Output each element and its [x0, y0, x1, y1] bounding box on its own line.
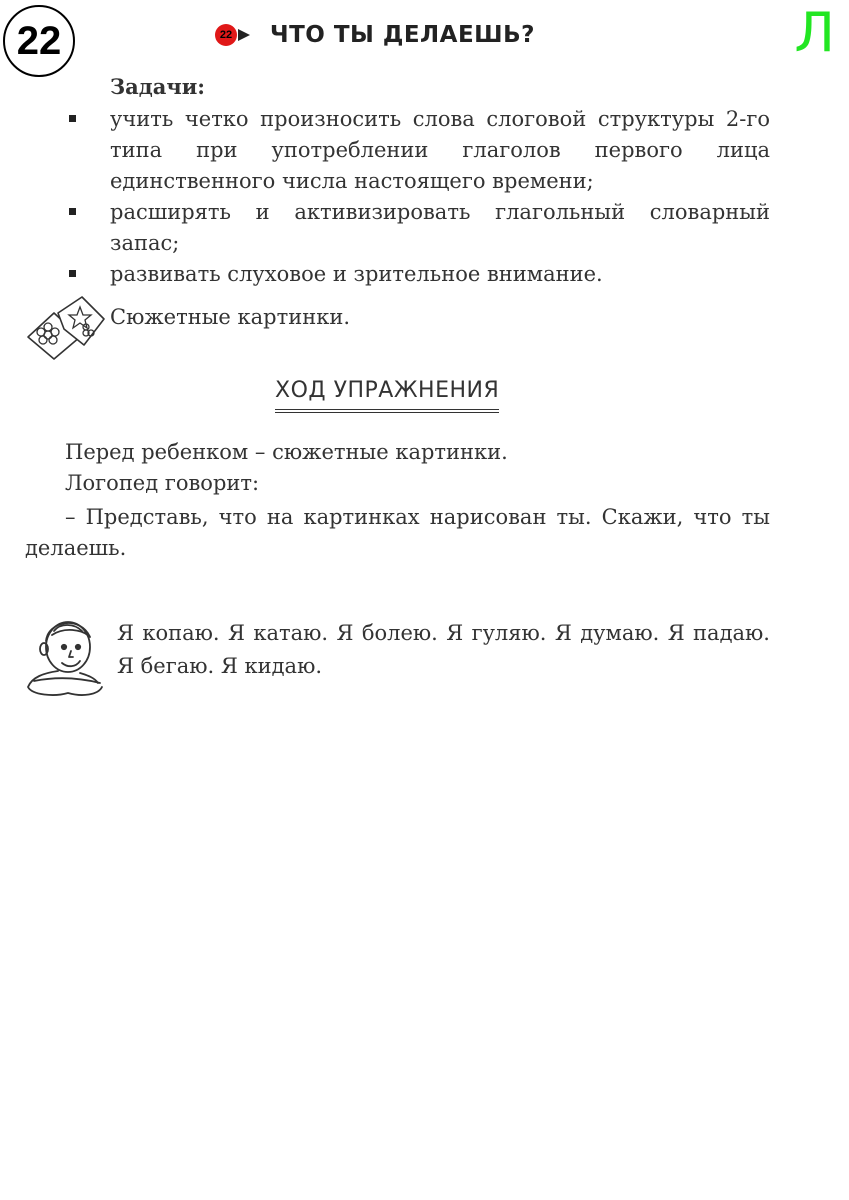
tasks-title: Задачи: — [110, 74, 206, 99]
picture-cards-icon — [24, 293, 108, 361]
body-paragraph-1: Перед ребенком – сюжетные картинки. — [65, 440, 508, 464]
task-item: учить четко произносить слова слоговой структуры 2-го типа при употреблении глаголов первого лица единственного числа настоящего времени; — [65, 104, 770, 197]
task-item: развивать слуховое и зрительное внимание. — [65, 259, 770, 290]
corner-letter: Л — [794, 1, 835, 64]
body-paragraph-2: Логопед говорит: — [65, 471, 260, 495]
exercise-header — [215, 20, 535, 50]
child-icon — [24, 613, 106, 699]
tasks-list — [65, 104, 770, 290]
material-text: Сюжетные картинки. — [110, 305, 351, 329]
arrow-icon — [238, 29, 250, 41]
body-paragraph-3: – Представь, что на картинках нарисован ты. Скажи, что ты делаешь. — [25, 505, 770, 560]
child-answer: Я копаю. Я катаю. Я болею. Я гуляю. Я думаю. Я падаю. Я бегаю. Я кидаю. — [117, 621, 770, 678]
exercise-number-badge: 22 — [215, 24, 237, 46]
section-title: ХОД УПРАЖНЕНИЯ — [275, 378, 499, 413]
task-item: расширять и активизировать глагольный словарный запас; — [65, 197, 770, 259]
page-number: 22 — [16, 18, 62, 63]
page-number-badge — [3, 5, 75, 77]
exercise-title: ЧТО ТЫ ДЕЛАЕШЬ? — [270, 22, 535, 48]
